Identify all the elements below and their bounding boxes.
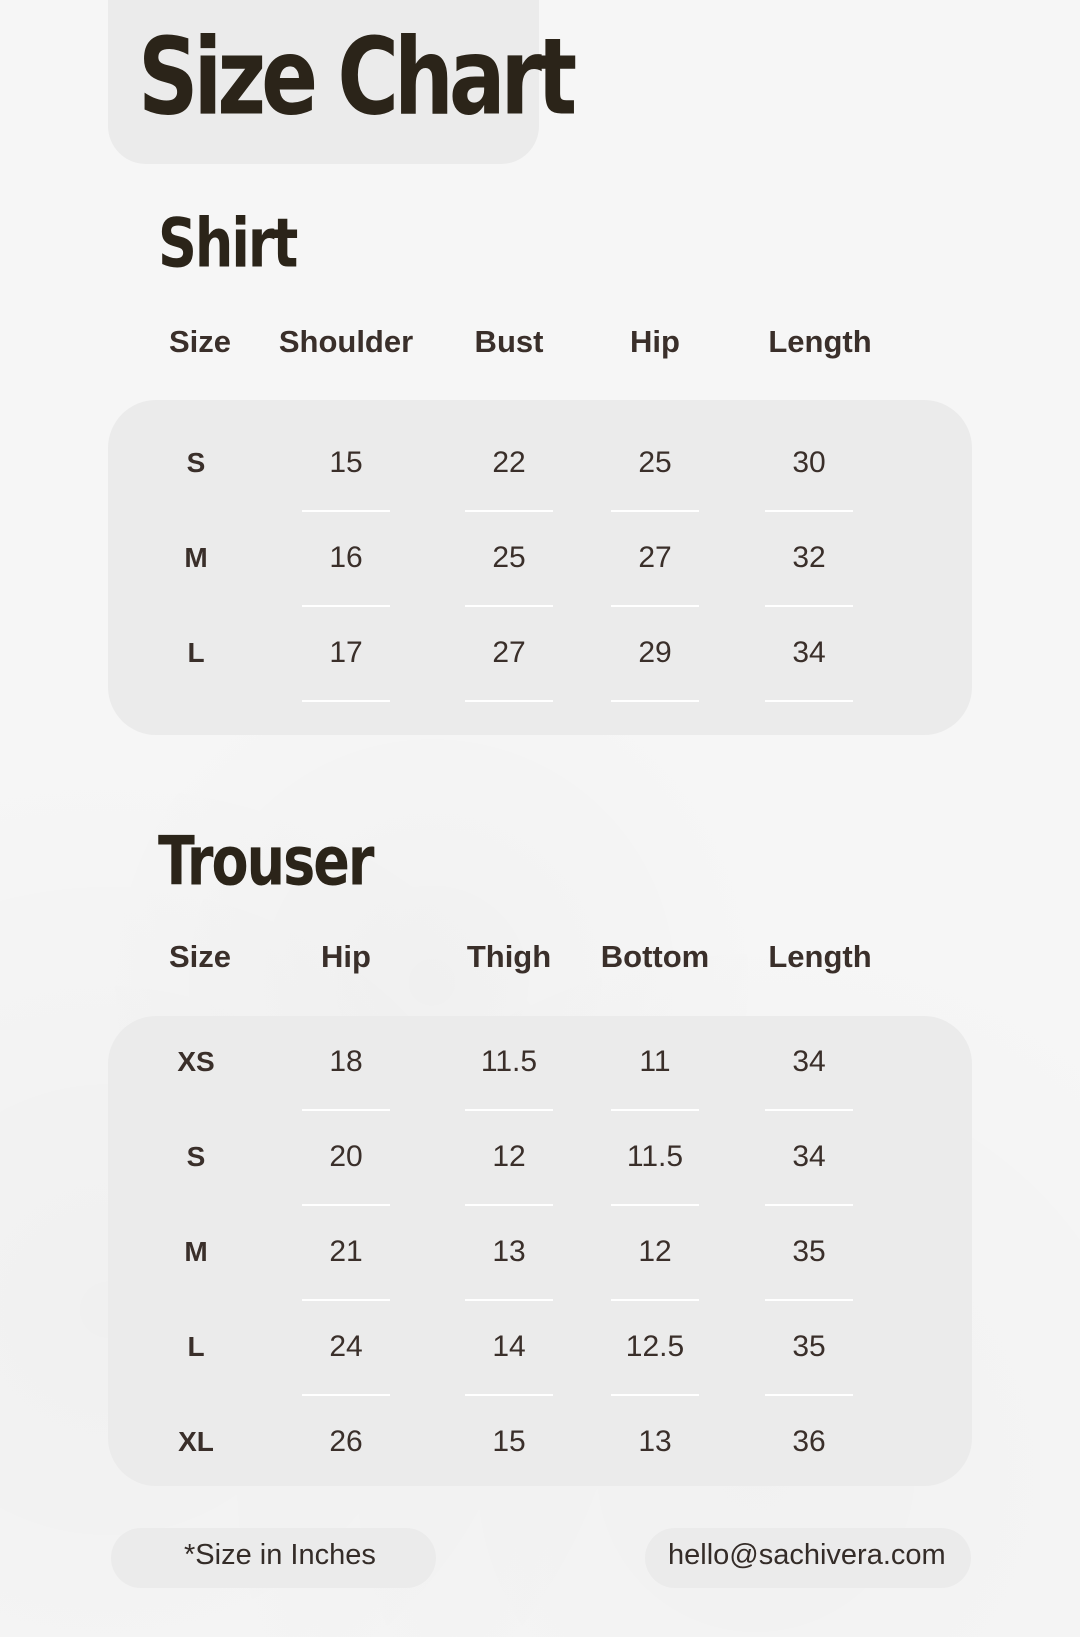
trouser-hip-m: 21 — [329, 1235, 363, 1268]
trouser-hip-xl: 26 — [329, 1425, 363, 1458]
shirt-shoulder-m: 16 — [329, 541, 363, 574]
shirt-shoulder-s: 15 — [329, 446, 363, 479]
trouser-thigh-m: 13 — [492, 1235, 526, 1268]
trouser-thigh-xs: 11.5 — [480, 1045, 538, 1078]
cell-underline — [611, 1394, 699, 1396]
shirt-bust-s: 22 — [492, 446, 526, 479]
table-row — [108, 1037, 972, 1087]
table-row — [108, 438, 972, 488]
shirt-length-l: 34 — [792, 636, 826, 669]
table-row — [108, 1132, 972, 1182]
email-text[interactable]: hello@sachivera.com — [668, 1539, 946, 1571]
email-badge[interactable] — [645, 1528, 971, 1588]
cell-underline — [765, 510, 853, 512]
trouser-bottom-s: 11.5 — [626, 1140, 684, 1173]
trouser-length-l: 35 — [792, 1330, 826, 1363]
size-note-badge — [111, 1528, 436, 1588]
cell-underline — [765, 1394, 853, 1396]
shirt-hip-m: 27 — [638, 541, 672, 574]
cell-underline — [765, 1204, 853, 1206]
cell-underline — [611, 605, 699, 607]
cell-underline — [465, 1299, 553, 1301]
trouser-bottom-m: 12 — [638, 1235, 672, 1268]
trouser-size-table — [108, 1016, 972, 1486]
trouser-thigh-xl: 15 — [492, 1425, 526, 1458]
trouser-hip-s: 20 — [329, 1140, 363, 1173]
cell-underline — [465, 1204, 553, 1206]
cell-underline — [465, 605, 553, 607]
shirt-size-s: S — [186, 447, 206, 478]
cell-underline — [302, 510, 390, 512]
trouser-length-xs: 34 — [792, 1045, 826, 1078]
table-row — [108, 1322, 972, 1372]
cell-underline — [611, 1299, 699, 1301]
cell-underline — [611, 700, 699, 702]
trouser-size-l: L — [187, 1331, 205, 1362]
table-row — [108, 1417, 972, 1467]
shirt-size-table — [108, 400, 972, 735]
trouser-bottom-l: 12.5 — [625, 1330, 685, 1363]
size-note-text: *Size in Inches — [184, 1539, 376, 1571]
shirt-length-s: 30 — [792, 446, 826, 479]
trouser-header-size: Size — [168, 939, 232, 974]
cell-underline — [765, 1299, 853, 1301]
shirt-bust-m: 25 — [492, 541, 526, 574]
cell-underline — [302, 605, 390, 607]
table-row — [108, 1227, 972, 1277]
cell-underline — [765, 700, 853, 702]
trouser-thigh-s: 12 — [492, 1140, 526, 1173]
shirt-size-m: M — [184, 542, 208, 573]
shirt-length-m: 32 — [792, 541, 826, 574]
cell-underline — [302, 1204, 390, 1206]
cell-underline — [302, 1394, 390, 1396]
trouser-bottom-xs: 11 — [639, 1045, 671, 1078]
cell-underline — [302, 1299, 390, 1301]
table-row — [108, 533, 972, 583]
shirt-section-title: Shirt — [158, 203, 297, 284]
cell-underline — [465, 700, 553, 702]
shirt-header-row — [0, 322, 1080, 362]
shirt-header-shoulder: Shoulder — [278, 324, 414, 359]
trouser-size-xs: XS — [177, 1046, 215, 1077]
shirt-header-hip: Hip — [630, 324, 680, 359]
cell-underline — [465, 1109, 553, 1111]
trouser-header-row — [0, 937, 1080, 977]
cell-underline — [611, 1109, 699, 1111]
cell-underline — [302, 700, 390, 702]
shirt-header-length: Length — [768, 324, 872, 359]
cell-underline — [465, 1394, 553, 1396]
cell-underline — [611, 510, 699, 512]
cell-underline — [765, 605, 853, 607]
trouser-length-s: 34 — [792, 1140, 826, 1173]
shirt-size-l: L — [187, 637, 205, 668]
shirt-shoulder-l: 17 — [329, 636, 363, 669]
trouser-bottom-xl: 13 — [638, 1425, 672, 1458]
trouser-header-hip: Hip — [321, 939, 371, 974]
trouser-size-m: M — [184, 1236, 208, 1267]
trouser-size-xl: XL — [178, 1426, 214, 1457]
trouser-header-length: Length — [768, 939, 872, 974]
trouser-header-thigh: Thigh — [466, 939, 552, 974]
shirt-hip-s: 25 — [638, 446, 672, 479]
cell-underline — [765, 1109, 853, 1111]
table-row — [108, 628, 972, 678]
trouser-header-bottom: Bottom — [600, 939, 710, 974]
trouser-length-xl: 36 — [792, 1425, 826, 1458]
trouser-length-m: 35 — [792, 1235, 826, 1268]
cell-underline — [302, 1109, 390, 1111]
cell-underline — [611, 1204, 699, 1206]
trouser-section-title: Trouser — [158, 821, 373, 902]
shirt-header-bust: Bust — [474, 324, 544, 359]
trouser-hip-xs: 18 — [329, 1045, 363, 1078]
trouser-size-s: S — [186, 1141, 206, 1172]
page-title: Size Chart — [138, 15, 573, 139]
cell-underline — [465, 510, 553, 512]
shirt-header-size: Size — [168, 324, 232, 359]
trouser-thigh-l: 14 — [492, 1330, 526, 1363]
trouser-hip-l: 24 — [329, 1330, 363, 1363]
shirt-hip-l: 29 — [638, 636, 672, 669]
shirt-bust-l: 27 — [492, 636, 526, 669]
